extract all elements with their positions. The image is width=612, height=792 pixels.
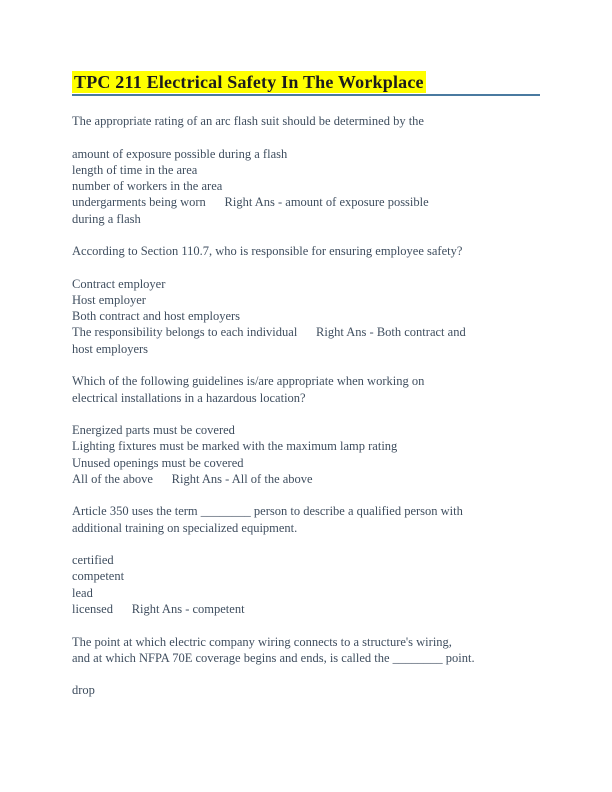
document-content [72, 71, 540, 699]
text-line: Both contract and host employers [72, 309, 241, 324]
document-title: TPC 211 Electrical Safety In The Workplace [74, 72, 424, 92]
blank-line [72, 536, 540, 552]
text-line: The point at which electric company wiring connects to a structure's wiring, [72, 634, 452, 649]
blank-line [72, 617, 540, 633]
text-line: additional training on specialized equipment. [72, 520, 298, 535]
text-line: licensed Right Ans - competent [72, 601, 245, 616]
text-line: drop [72, 683, 95, 698]
text-line: Which of the following guidelines is/are appropriate when working on [72, 374, 425, 389]
text-line: host employers [72, 341, 149, 356]
text-line: undergarments being worn Right Ans - amount of exposure possible [72, 195, 429, 210]
text-line: The appropriate rating of an arc flash suit should be determined by the [72, 114, 424, 128]
text-line: during a flash [72, 211, 141, 226]
text-line: number of workers in the area [72, 179, 223, 194]
blank-line [72, 227, 540, 243]
text-line: lead [72, 585, 93, 600]
text-line: According to Section 110.7, who is responsible for ensuring employee safety? [72, 244, 463, 259]
text-line: All of the above Right Ans - All of the above [72, 471, 313, 486]
blank-line [72, 487, 540, 503]
text-line: and at which NFPA 70E coverage begins and ends, is called the ________ point. [72, 650, 475, 665]
text-line: Unused openings must be covered [72, 455, 244, 470]
text-line: competent [72, 569, 125, 584]
blank-line [72, 666, 540, 682]
blank-line [72, 406, 540, 422]
title-divider-rule [72, 94, 540, 96]
text-line: amount of exposure possible during a flash [72, 146, 288, 161]
blank-line [72, 357, 540, 373]
text-line: Energized parts must be covered [72, 423, 235, 438]
text-line: The responsibility belongs to each individual Right Ans - Both contract and [72, 325, 466, 340]
blank-line [72, 129, 540, 145]
text-line: Article 350 uses the term ________ person to describe a qualified person with [72, 504, 463, 519]
text-line: certified [72, 553, 114, 568]
document-title-line [72, 71, 540, 94]
text-line: Host employer [72, 292, 146, 307]
document-body [72, 113, 540, 699]
text-line: Contract employer [72, 276, 166, 291]
text-line: Lighting fixtures must be marked with the maximum lamp rating [72, 439, 398, 454]
text-line: electrical installations in a hazardous location? [72, 390, 306, 405]
text-line: length of time in the area [72, 162, 198, 177]
blank-line [72, 259, 540, 275]
